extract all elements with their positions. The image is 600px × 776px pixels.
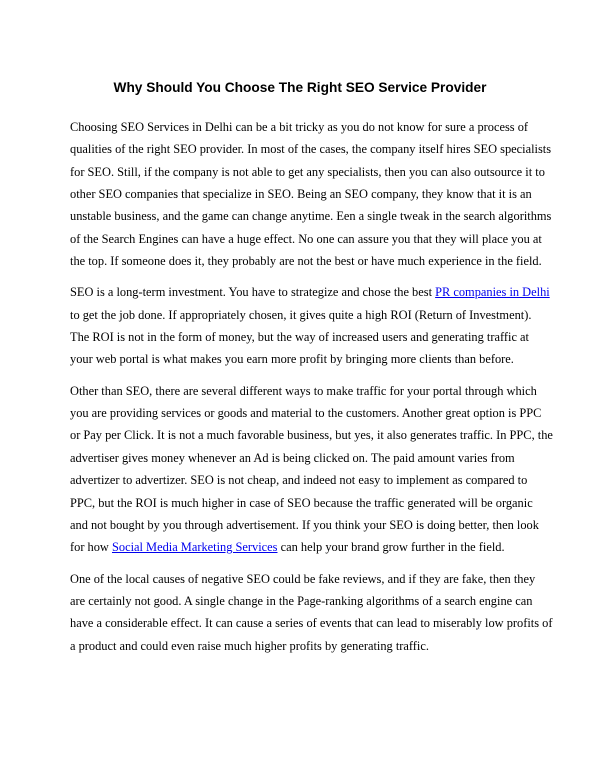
text-line: the top. If someone does it, they probably are not the best or have much experience in the field. xyxy=(70,254,542,269)
text-line: One of the local causes of negative SEO could be fake reviews, and if they are fake, then they xyxy=(70,571,536,586)
paragraph-1 xyxy=(70,116,552,272)
text-segment: SEO is a long-term investment. You have to strategize and chose the best xyxy=(70,285,436,300)
paragraph-2 xyxy=(70,281,550,370)
text-line: you are providing services or goods and material to the customers. Another great option is PPC xyxy=(70,406,542,421)
text-segment: for how xyxy=(70,540,112,555)
text-line xyxy=(70,536,530,558)
text-segment: can help your brand grow further in the field. xyxy=(277,540,505,555)
text-line xyxy=(70,281,550,303)
text-line: have a considerable effect. It can cause a series of events that can lead to miserably low profits of xyxy=(70,616,553,631)
text-line: of the Search Engines can have a huge effect. No one can assure you that they will place you at xyxy=(70,231,542,246)
text-line: advertiser gives money whenever an Ad is being clicked on. The paid amount varies from xyxy=(70,450,515,465)
social-media-marketing-link[interactable]: Social Media Marketing Services xyxy=(111,540,278,555)
text-line: The ROI is not in the form of money, but the way of increased users and generating traffic at xyxy=(70,330,529,345)
text-line: your web portal is what makes you earn more profit by bringing more clients than before. xyxy=(70,352,514,367)
paragraph-4 xyxy=(70,568,553,657)
text-line: a product and could even raise much higher profits by generating traffic. xyxy=(70,638,429,653)
text-line: qualities of the right SEO provider. In most of the cases, the company itself hires SEO specialists xyxy=(70,142,552,157)
text-line: Choosing SEO Services in Delhi can be a bit tricky as you do not know for sure a process of xyxy=(70,120,529,134)
text-line: for SEO. Still, if the company is not able to get any specialists, then you can also outsource it to xyxy=(70,164,545,179)
document-body xyxy=(70,116,553,657)
text-line: Other than SEO, there are several different ways to make traffic for your portal through which xyxy=(70,383,537,398)
pr-companies-link[interactable]: PR companies in Delhi xyxy=(435,285,550,300)
text-line: are certainly not good. A single change in the Page-ranking algorithms of a search engine can xyxy=(70,593,533,608)
text-line: or Pay per Click. It is not a much favorable business, but yes, it also generates traffic. In PPC, the xyxy=(70,428,553,443)
text-line: and not bought by you through advertisement. If you think your SEO is doing better, then look xyxy=(70,517,539,532)
text-line: unstable business, and the game can change anytime. Een a single tweak in the search algorithms xyxy=(70,209,552,224)
text-line: other SEO companies that specialize in SEO. Being an SEO company, they know that it is an xyxy=(70,187,532,202)
paragraph-3 xyxy=(70,380,553,559)
document-title: Why Should You Choose The Right SEO Service Provider xyxy=(113,80,487,95)
text-line: PPC, but the ROI is much higher in case of SEO because the traffic generated will be organic xyxy=(70,495,533,510)
text-line: to get the job done. If appropriately chosen, it gives quite a high ROI (Return of Investment). xyxy=(70,307,532,322)
text-line: advertizer to advertizer. SEO is not cheap, and indeed not easy to implement as compared to xyxy=(70,473,528,488)
